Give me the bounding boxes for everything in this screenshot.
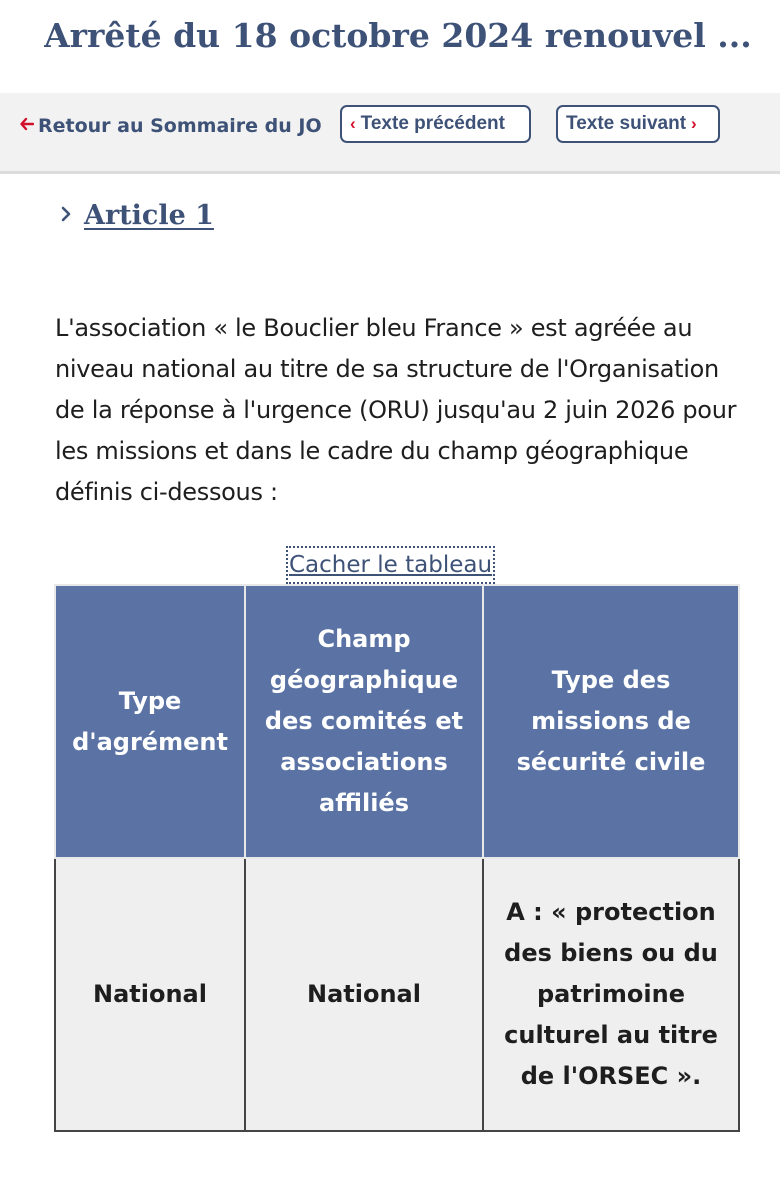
cell-type-missions: A : « protection des biens ou du patrimoine culturel au titre de l'ORSEC ». (483, 858, 739, 1131)
arrow-left-icon-svg (20, 117, 34, 131)
previous-text-label: Texte précédent (360, 113, 505, 134)
cell-champ-geographique: National (245, 858, 483, 1131)
arrow-left-icon (20, 113, 34, 139)
article-body-text: L'association « le Bouclier bleu France » est agréée au niveau national au titre de sa structure de l'Organisation de la réponse à l'urgence (ORU) jusqu'au 2 juin 2026 pour les missions et dans le cadre du champ géographique définis ci-dessous : (55, 314, 737, 506)
agrement-table (54, 584, 740, 1132)
title-bar (0, 0, 780, 92)
back-to-summary-label: Retour au Sommaire du JO (38, 115, 322, 137)
header-champ-geographique: Champ géographique des comités et associations affiliés (245, 585, 483, 858)
chevron-right-icon (60, 203, 72, 227)
article-heading[interactable] (60, 193, 214, 237)
next-text-label: Texte suivant (566, 113, 687, 134)
navigation-bar (0, 93, 780, 174)
table-row (55, 858, 739, 1131)
page-title: Arrêté du 18 octobre 2024 renouvel ... (44, 16, 752, 55)
article-title-link[interactable]: Article 1 (84, 199, 214, 231)
next-text-button[interactable] (556, 105, 720, 143)
back-to-summary-link[interactable] (20, 113, 322, 139)
hide-table-link[interactable]: Cacher le tableau (288, 548, 493, 582)
cell-type-agrement: National (55, 858, 245, 1131)
article-chevron-svg (60, 206, 72, 222)
header-type-missions: Type des missions de sécurité civile (483, 585, 739, 858)
header-type-agrement: Type d'agrément (55, 585, 245, 858)
previous-text-button[interactable] (340, 105, 531, 143)
chevron-left-icon: ‹ (350, 114, 356, 133)
table-header-row (55, 585, 739, 858)
chevron-right-icon: › (691, 114, 697, 133)
